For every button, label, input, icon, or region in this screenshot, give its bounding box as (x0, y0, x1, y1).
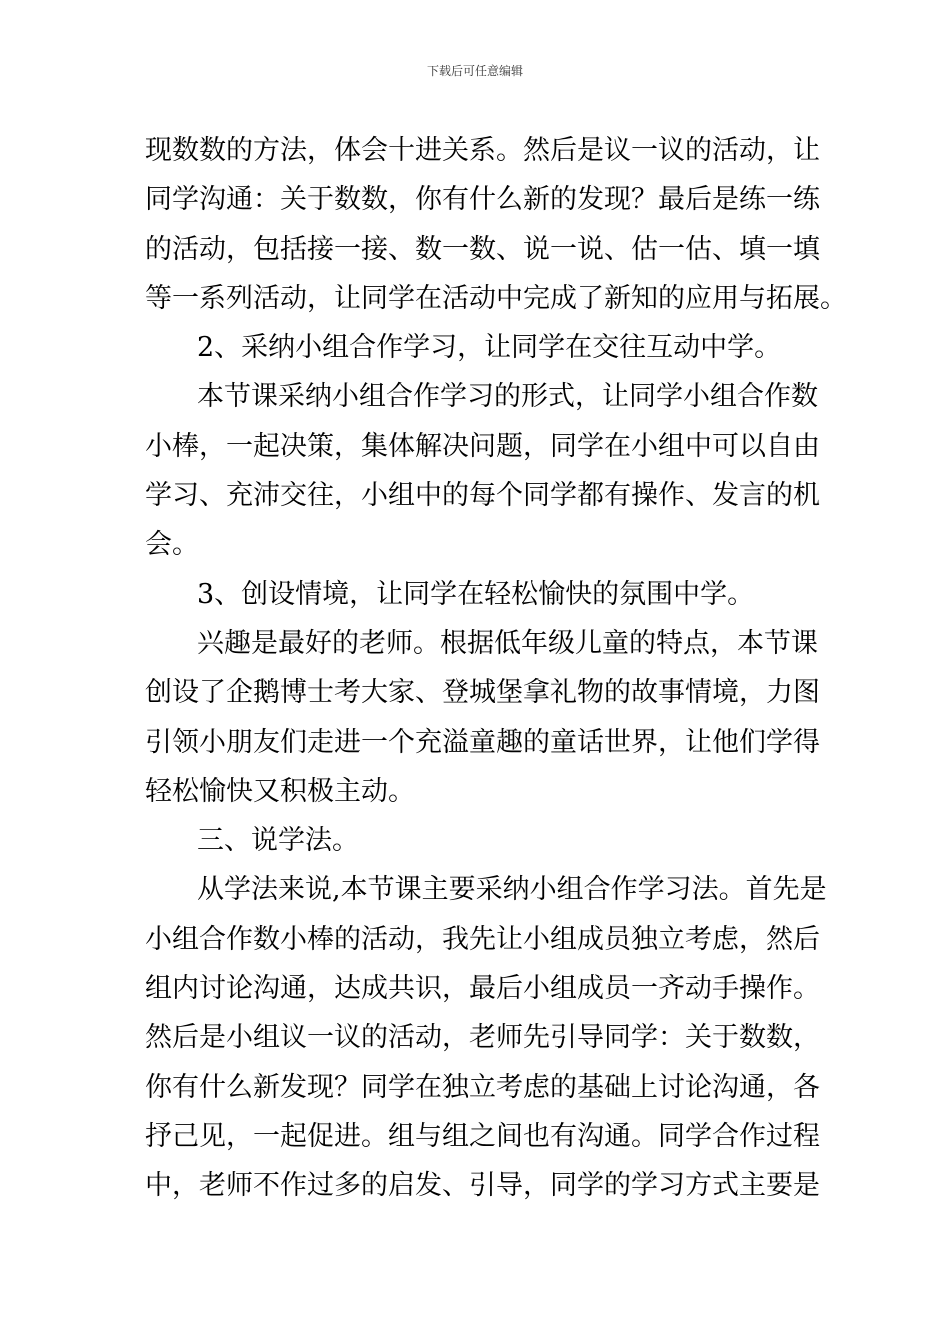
text-line: 本 节 课 采 纳 小 组 合 作 学 习 的 形 式 ， 让 同 学 小 组 合 作 数 (197, 381, 818, 413)
text-line: 同 学 沟 通 ： 关 于 数 数 ， 你 有 什 么 新 的 发 现 ？ 最 后 是 练 一 练 (145, 184, 820, 216)
text-line: 等一系列活动，让同学在活动中完成了新知的应用与拓展。 (145, 282, 847, 314)
text-line: 小 棒 ， 一 起 决 策 ， 集 体 解 决 问 题 ， 同 学 在 小 组 中 可 以 自 由 (145, 430, 820, 462)
section-heading: 三、说学法。 (197, 825, 359, 857)
text-line: 学 习 、 充 沛 交 往 ， 小 组 中 的 每 个 同 学 都 有 操 作 、 发 言 的 机 (145, 480, 820, 512)
text-line: 你 有 什 么 新 发 现 ？ 同 学 在 独 立 考 虑 的 基 础 上 讨 论 沟 通 ， 各 (145, 1071, 820, 1103)
text-line: 小 组 合 作 数 小 棒 的 活 动 ， 我 先 让 小 组 成 员 独 立 考 虑 ， 然 后 (145, 923, 820, 955)
section-heading: 3、创设情境，让同学在轻松愉快的氛围中学。 (197, 578, 755, 610)
text-line: 组 内 讨 论 沟 通 ， 达 成 共 识 ， 最 后 小 组 成 员 一 齐 动 手 操 作 。 (145, 973, 820, 1005)
text-line: 会。 (145, 529, 199, 561)
section-heading: 2、采纳小组合作学习，让同学在交往互动中学。 (197, 332, 782, 364)
text-line: 抒 己 见 ， 一 起 促 进 。 组 与 组 之 间 也 有 沟 通 。 同 学 合 作 过 程 (145, 1120, 820, 1152)
text-line: 然 后 是 小 组 议 一 议 的 活 动 ， 老 师 先 引 导 同 学 ： 关 于 数 数 ， (145, 1022, 820, 1054)
document-body (145, 126, 847, 1211)
text-line: 从 学 法 来 说 , 本 节 课 主 要 采 纳 小 组 合 作 学 习 法 。 首 先 是 (197, 874, 827, 906)
text-line: 的 活 动 ， 包 括 接 一 接 、 数 一 数 、 说 一 说 、 估 一 估 、 填 一 填 (145, 233, 820, 265)
text-line: 创 设 了 企 鹅 博 士 考 大 家 、 登 城 堡 拿 礼 物 的 故 事 情 境 ， 力 图 (145, 677, 820, 709)
text-line: 现 数 数 的 方 法 ， 体 会 十 进 关 系 。 然 后 是 议 一 议 的 活 动 ， 让 (145, 135, 820, 166)
text-line: 兴 趣 是 最 好 的 老 师 。 根 据 低 年 级 儿 童 的 特 点 ， 本 节 课 (197, 627, 818, 659)
text-line: 引 领 小 朋 友 们 走 进 一 个 充 溢 童 趣 的 童 话 世 界 ， 让 他 们 学 得 (145, 726, 820, 758)
page-header: 下载后可任意编辑 (426, 64, 523, 78)
text-line: 中 ， 老 师 不 作 过 多 的 启 发 、 引 导 ， 同 学 的 学 习 方 式 主 要 是 (145, 1170, 820, 1202)
text-line: 轻松愉快又积极主动。 (145, 775, 415, 807)
